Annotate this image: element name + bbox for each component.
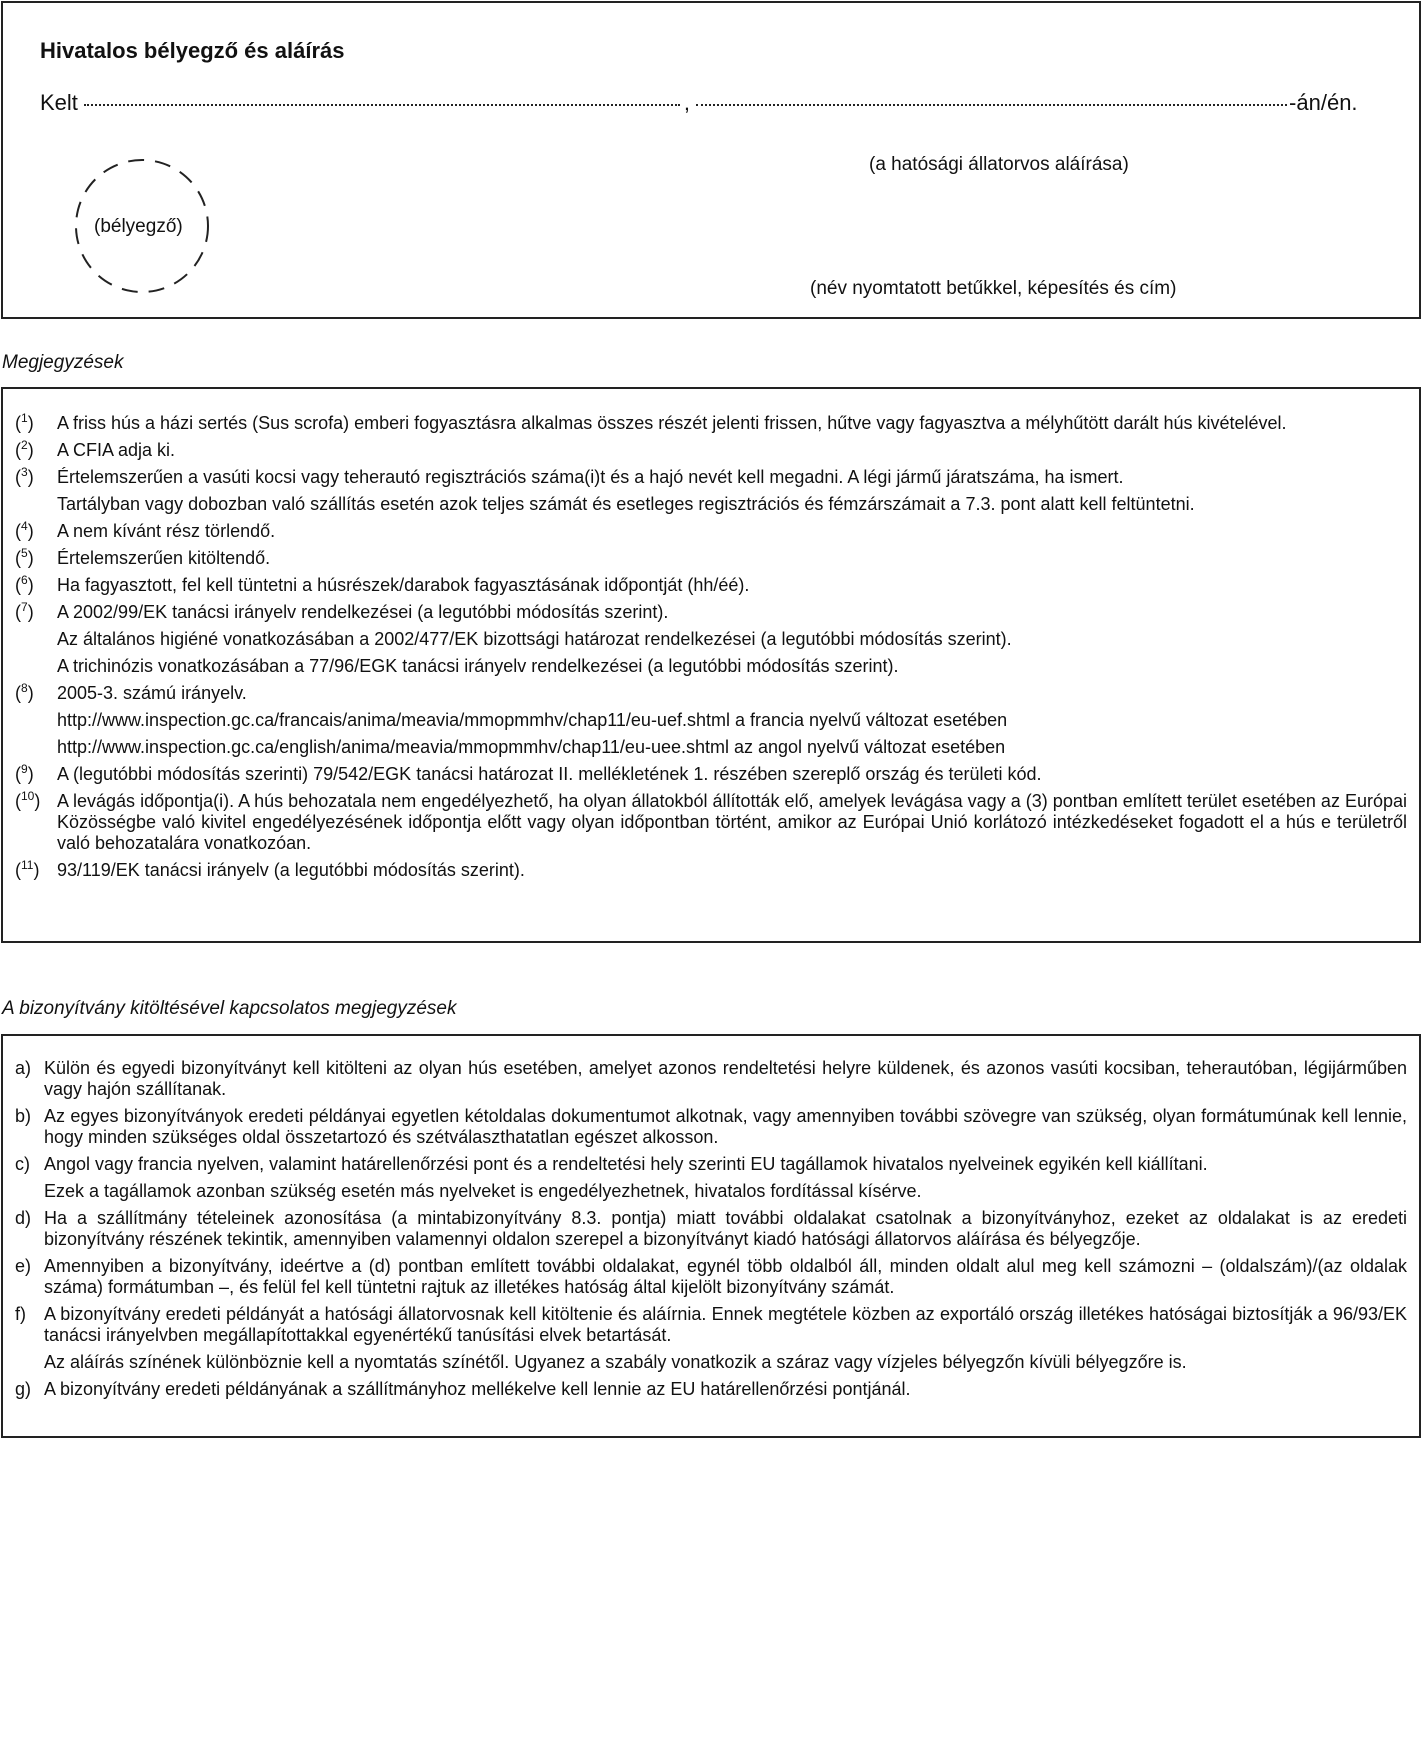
- note-number: 1: [21, 411, 28, 425]
- notes-heading: Megjegyzések: [2, 352, 124, 373]
- kelt-label: Kelt: [40, 90, 78, 115]
- instruction-text: Külön és egyedi bizonyítványt kell kitölteni az olyan hús esetében, amelyet azonos rendeltetési helyre küldenek, és azonos vasúti kocsiban, teherautóban, légijárműben vagy hajón szállítanak.: [44, 1058, 1407, 1099]
- note-item: [3, 791, 1419, 854]
- instruction-letter: a): [15, 1058, 32, 1078]
- comma: ,: [683, 90, 691, 115]
- note-text: A CFIA adja ki.: [57, 440, 176, 460]
- note-number: 2: [21, 438, 28, 452]
- note-extra-text: Tartályban vagy dobozban való szállítás esetén azok teljes számát és esetleges regisztrációs és fémzárszámait a 7.3. pont alatt kell feltüntetni.: [57, 494, 1195, 514]
- note-marker: ($^{11}$): [15, 858, 40, 880]
- note-extra-text: http://www.inspection.gc.ca/francais/anima/meavia/mmopmmhv/chap11/eu-uef.shtml a francia nyelvű változat esetében: [57, 710, 1008, 730]
- note-marker: ($^1$): [15, 411, 34, 433]
- note-marker: ($^9$): [15, 762, 34, 784]
- instruction-letter: f): [15, 1304, 26, 1324]
- instruction-text: Amennyiben a bizonyítvány, ideértve a (d) pontban említett további oldalakat, egynél több oldalból áll, minden oldalt alul meg kell számozni – (oldalszám)/(az oldalak száma) formátumban –, és felül fel kell tüntetni rajtuk az illetékes hatóság által kijelölt bizonyítvány számát.: [44, 1256, 1407, 1297]
- note-marker: ($^8$): [15, 681, 34, 703]
- instruction-item: [3, 1154, 1419, 1202]
- instruction-item: [3, 1106, 1419, 1148]
- instruction-extra-text: Az aláírás színének különböznie kell a nyomtatás színétől. Ugyanez a szabály vonatkozik a száraz vagy vízjeles bélyegzőn kívüli bélyegzőre is.: [44, 1352, 1187, 1372]
- vet-signature-caption: (a hatósági állatorvos aláírása): [869, 154, 1129, 175]
- note-text: 93/119/EK tanácsi irányelv (a legutóbbi módosítás szerint).: [57, 860, 525, 880]
- note-text: 2005-3. számú irányelv.: [57, 683, 247, 703]
- note-number: 3: [21, 465, 28, 479]
- instruction-text: A bizonyítvány eredeti példányát a hatósági állatorvosnak kell kitöltenie és aláírnia. Ennek megtétele közben az exportáló ország illetékes hatóságai biztosítják a 96/93/EK tanácsi irányelvben megállapítottakkal egyenértékű tanúsítási elvek betartását.: [44, 1304, 1407, 1345]
- note-marker: ($^4$): [15, 519, 34, 541]
- notes-box: [1, 387, 1421, 943]
- date-suffix: -án/én.: [1289, 90, 1358, 115]
- note-text: A (legutóbbi módosítás szerinti) 79/542/EGK tanácsi határozat II. mellékletének 1. részében szereplő ország és területi kód.: [57, 764, 1042, 784]
- note-item: [3, 413, 1419, 434]
- note-marker: ($^{10}$): [15, 789, 41, 811]
- instruction-text: Ha a szállítmány tételeinek azonosítása (a mintabizonyítvány 8.3. pontja) miatt további oldalakat csatolnak a bizonyítványhoz, ezeket az oldalakat is az eredeti bizonyítvány részének tekintik, amennyiben valamennyi oldalon szerepel a bizonyítványt kiadó hatósági állatorvos aláírása és bélyegzője.: [44, 1208, 1407, 1249]
- note-marker: ($^5$): [15, 546, 34, 568]
- note-number: 4: [21, 519, 28, 533]
- note-marker: ($^7$): [15, 600, 34, 622]
- note-item: [3, 602, 1419, 677]
- signature-box: [1, 1, 1421, 319]
- instruction-item: [3, 1379, 1419, 1400]
- note-extra-text: A trichinózis vonatkozásában a 77/96/EGK tanácsi irányelv rendelkezései (a legutóbbi módosítás szerint).: [57, 656, 899, 676]
- instruction-item: [3, 1256, 1419, 1298]
- signature-title: Hivatalos bélyegző és aláírás: [40, 38, 345, 63]
- note-marker: ($^2$): [15, 438, 34, 460]
- instruction-item: [3, 1304, 1419, 1373]
- instructions-box: [1, 1034, 1421, 1438]
- note-item: [3, 521, 1419, 542]
- note-number: 9: [21, 762, 28, 776]
- instructions-list: [3, 1058, 1419, 1406]
- note-extra-text: http://www.inspection.gc.ca/english/anima/meavia/mmopmmhv/chap11/eu-uee.shtml az angol nyelvű változat esetében: [57, 737, 1006, 757]
- note-item: [3, 764, 1419, 785]
- instruction-text: Angol vagy francia nyelven, valamint határellenőrzési pont és a rendeltetési hely szerinti EU tagállamok hivatalos nyelveinek egyikén kell kiállítani.: [44, 1154, 1208, 1174]
- note-text: A levágás időpontja(i). A hús behozatala nem engedélyezhető, ha olyan állatokból állították elő, amelyek levágása vagy a (3) pontban említett terület esetében az Európai Közösségbe való kivitel engedélyezésének időpontja előtt vagy olyan időpontban történt, amikor az Európai Unió korlátozó intézkedéseket fogadott el a hús e területről való behozatalára vonatkozóan.: [57, 791, 1407, 853]
- instruction-item: [3, 1208, 1419, 1250]
- instruction-extra-text: Ezek a tagállamok azonban szükség esetén más nyelveket is engedélyezhetnek, hivatalos fordítással kísérve.: [44, 1181, 922, 1201]
- note-text: A 2002/99/EK tanácsi irányelv rendelkezései (a legutóbbi módosítás szerint).: [57, 602, 669, 622]
- note-text: Ha fagyasztott, fel kell tüntetni a húsrészek/darabok fagyasztásának időpontját (hh/éé).: [57, 575, 750, 595]
- instruction-letter: b): [15, 1106, 32, 1126]
- note-marker: ($^6$): [15, 573, 34, 595]
- note-number: 8: [21, 681, 28, 695]
- note-marker: ($^3$): [15, 465, 34, 487]
- note-item: [3, 683, 1419, 758]
- instruction-text: Az egyes bizonyítványok eredeti példányai egyetlen kétoldalas dokumentumot alkotnak, vagy amennyiben további szövegre van szükség, olyan formátumúnak kell lennie, hogy minden szükséges oldal összetartozó és szétválaszthatatlan egészet alkosson.: [44, 1106, 1407, 1147]
- note-text: Értelemszerűen a vasúti kocsi vagy teherautó regisztrációs száma(i)t és a hajó nevét kell megadni. A légi jármű járatszáma, ha ismert.: [57, 467, 1124, 487]
- instruction-letter: e): [15, 1256, 32, 1276]
- note-number: 11: [21, 858, 34, 872]
- note-number: 5: [21, 546, 28, 560]
- note-item: [3, 440, 1419, 461]
- date-dotted-line: [696, 88, 1287, 106]
- instruction-letter: d): [15, 1208, 32, 1228]
- date-place-line: [40, 88, 1390, 118]
- note-item: [3, 860, 1419, 881]
- note-number: 10: [21, 789, 35, 803]
- place-dotted-line: [84, 88, 680, 106]
- stamp-label: (bélyegző): [94, 216, 183, 237]
- note-extra-text: Az általános higiéné vonatkozásában a 2002/477/EK bizottsági határozat rendelkezései (a legutóbbi módosítás szerint).: [57, 629, 1012, 649]
- name-caption: (név nyomtatott betűkkel, képesítés és cím): [810, 278, 1177, 299]
- note-text: A friss hús a házi sertés (Sus scrofa) emberi fogyasztásra alkalmas összes részét jelenti frissen, hűtve vagy fagyasztva a mélyhűtött darált hús kivételével.: [57, 413, 1287, 433]
- note-item: [3, 548, 1419, 569]
- instructions-heading: A bizonyítvány kitöltésével kapcsolatos megjegyzések: [2, 998, 457, 1019]
- note-number: 6: [21, 573, 28, 587]
- instruction-text: A bizonyítvány eredeti példányának a szállítmányhoz mellékelve kell lennie az EU határellenőrzési pontjánál.: [44, 1379, 911, 1399]
- instruction-item: [3, 1058, 1419, 1100]
- note-number: 7: [21, 600, 28, 614]
- note-text: A nem kívánt rész törlendő.: [57, 521, 276, 541]
- note-item: [3, 575, 1419, 596]
- notes-list: [3, 413, 1419, 887]
- instruction-letter: c): [15, 1154, 30, 1174]
- note-text: Értelemszerűen kitöltendő.: [57, 548, 271, 568]
- instruction-letter: g): [15, 1379, 32, 1399]
- note-item: [3, 467, 1419, 515]
